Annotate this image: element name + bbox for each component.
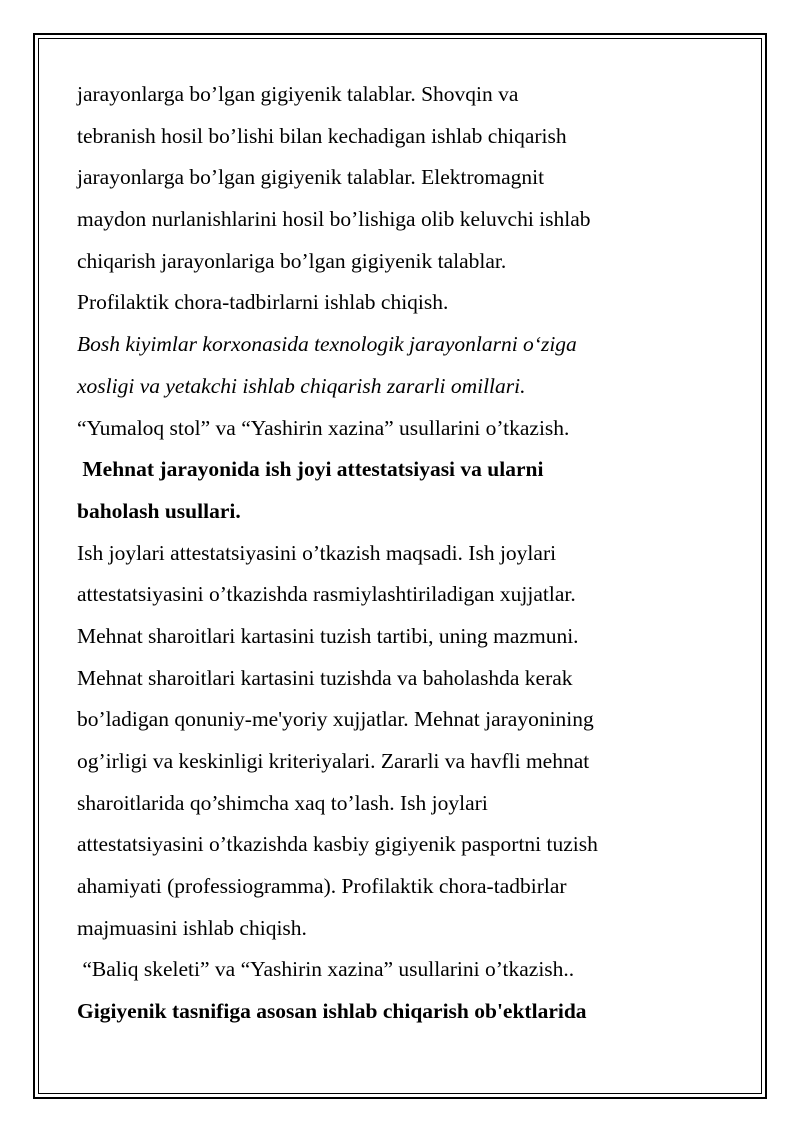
section-heading: Gigiyenik tasnifiga asosan ishlab chiqarish ob'ektlarida [77, 999, 587, 1024]
text-line: attestatsiyasini o’tkazishda kasbiy gigiyenik pasportni tuzish [77, 832, 598, 857]
text-line: chiqarish jarayonlariga bo’lgan gigiyenik talablar. [77, 248, 507, 273]
text-line: tebranish hosil bo’lishi bilan kechadigan ishlab chiqarish [77, 123, 567, 148]
text-line: “Yumaloq stol” va “Yashirin xazina” usullarini o’tkazish. [77, 415, 570, 440]
text-line: jarayonlarga bo’lgan gigiyenik talablar. Shovqin va [77, 82, 519, 106]
italic-topic-line: xosligi va yetakchi ishlab chiqarish zararli omillari. [77, 373, 526, 398]
text-line: jarayonlarga bo’lgan gigiyenik talablar. Elektromagnit [77, 165, 545, 190]
text-line: majmuasini ishlab chiqish. [77, 915, 307, 940]
section-heading: baholash usullari. [77, 498, 241, 523]
text-line: Mehnat sharoitlari kartasini tuzish tartibi, uning mazmuni. [77, 623, 579, 648]
text-line: bo’ladigan qonuniy-me'yoriy xujjatlar. Mehnat jarayonining [77, 707, 594, 732]
text-line: og’irligi va keskinligi kriteriyalari. Zararli va havfli mehnat [77, 749, 590, 773]
text-line: Profilaktik chora-tadbirlarni ishlab chiqish. [77, 290, 449, 315]
text-line: attestatsiyasini o’tkazishda rasmiylashtiriladigan xujjatlar. [77, 582, 576, 607]
document-body [77, 74, 697, 1033]
text-line: Mehnat sharoitlari kartasini tuzishda va baholashda kerak [77, 665, 573, 690]
italic-topic-line: Bosh kiyimlar korxonasida texnologik jarayonlarni o‘ziga [77, 332, 577, 357]
text-line: maydon nurlanishlarini hosil bo’lishiga olib keluvchi ishlab [77, 207, 591, 232]
text-line: ahamiyati (professiogramma). Profilaktik chora-tadbirlar [77, 874, 567, 899]
text-line: “Baliq skeleti” va “Yashirin xazina” usullarini o’tkazish.. [77, 957, 575, 982]
text-line: sharoitlarida qo’shimcha xaq to’lash. Ish joylari [77, 790, 488, 815]
text-line: Ish joylari attestatsiyasini o’tkazish maqsadi. Ish joylari [77, 540, 557, 565]
section-heading: Mehnat jarayonida ish joyi attestatsiyasi va ularni [77, 457, 544, 482]
